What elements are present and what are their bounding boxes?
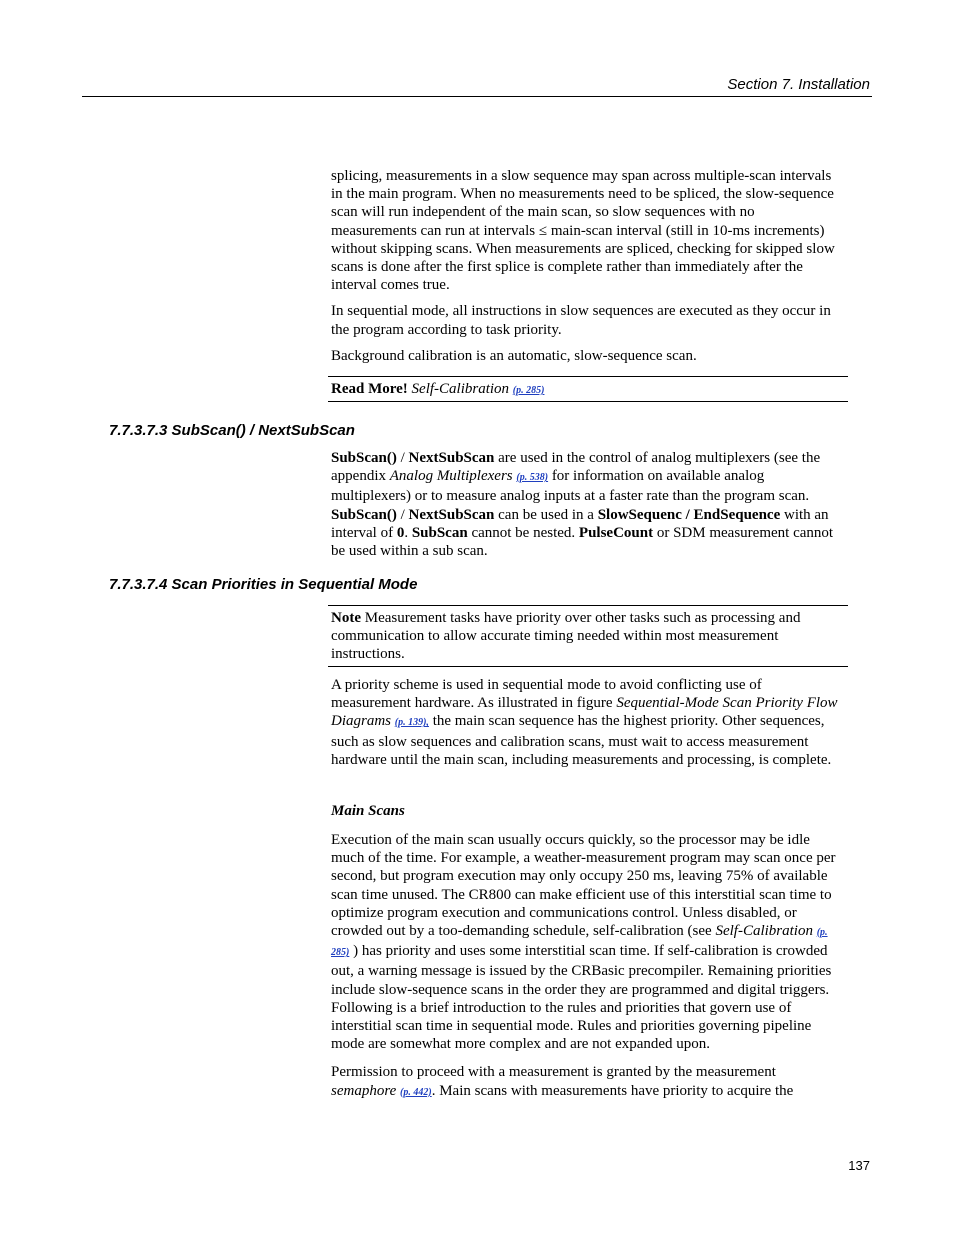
page-ref-285[interactable]: (p. 285): [331, 927, 828, 959]
link-self-calibration[interactable]: Self-Calibration: [715, 923, 813, 940]
read-more-link[interactable]: Self-Calibration: [411, 381, 510, 397]
term-nextsubscan: NextSubScan: [408, 450, 495, 466]
page-ref-538[interactable]: (p. 538): [516, 472, 549, 484]
note-label: Note: [331, 610, 361, 626]
note-top-rule: [328, 605, 848, 606]
page-ref-139[interactable]: (p. 139),: [394, 717, 429, 729]
read-more-page-ref[interactable]: (p. 285): [512, 385, 545, 396]
term-slowsequence: SlowSequenc / EndSequence: [597, 506, 781, 523]
term-subscan-2: SubScan(): [331, 506, 397, 523]
note-text: Measurement tasks have priority over other tasks such as processing and communication to allow accurate timing needed within most measurement instructions.: [331, 610, 801, 663]
read-more-label: Read More!: [331, 381, 408, 397]
note-bottom-rule: [328, 666, 848, 667]
link-analog-multiplexers[interactable]: Analog Multiplexers: [389, 468, 513, 485]
header-rule: [82, 96, 872, 97]
term-zero: 0: [396, 524, 405, 541]
link-semaphore[interactable]: semaphore: [331, 1082, 397, 1099]
term-nextsubscan-2: NextSubScan: [408, 506, 495, 523]
intro-text: [331, 167, 843, 365]
read-more-top-rule: [328, 376, 848, 377]
subscan-paragraph: SubScan() / NextSubScan are used in the control of analog multiplexers (see the appendix Analog Multiplexers (p. 538) for information on available analog multiplexers) or to measure analog inputs at a faster rate than the program scan. SubScan() / NextSubScan can be used in a SlowSequenc / EndSequence with an interval of 0. SubScan cannot be nested. PulseCount or SDM measurement cannot be used within a sub scan.: [331, 450, 834, 560]
read-more-bottom-rule: [328, 401, 848, 402]
priority-scheme-paragraph: A priority scheme is used in sequential mode to avoid conflicting use of measurement hardware. As illustrated in figure Sequential-Mode Scan Priority Flow Diagrams (p. 139), the main scan sequence has the highest priority. Other sequences, such as slow sequences and calibration scans, must wait to access measurement hardware until the main scan, including measurements and processing, is complete.: [331, 677, 838, 768]
page-ref-442[interactable]: (p. 442): [400, 1086, 432, 1098]
term-subscan: SubScan(): [331, 450, 397, 466]
intro-paragraph-1: splicing, measurements in a slow sequence may span across multiple-scan intervals in the main program. When no measurements need to be spliced, the slow-sequence scan will run independent of the main scan, so slow sequences with no measurements can run at intervals ≤ main-scan interval (still in 10-ms increments) without skipping scans. When measurements are spliced, checking for skipped slow scans is done after the first splice is complete rather than immediately after the interval comes true.: [331, 168, 835, 294]
page-number: 137: [848, 1158, 870, 1173]
section-heading-subscan: 7.7.3.7.3 SubScan() / NextSubScan: [109, 422, 355, 439]
intro-paragraph-2: In sequential mode, all instructions in slow sequences are executed as they occur in the program according to task priority.: [331, 303, 831, 338]
term-subscan-3: SubScan: [411, 524, 468, 541]
main-scans-paragraph: Execution of the main scan usually occurs quickly, so the processor may be idle much of the time. For example, a weather-measurement program may scan once per second, but program execution may only occupy 250 ms, leaving 75% of available scan time unused. The CR800 can make efficient use of this interstitial scan time to optimize program execution and communications control. Unless disabled, or crowded out by a too-demanding schedule, self-calibration (see Self-Calibration (p. 285) ) has priority and uses some interstitial scan time. If self-calibration is crowded out, a warning message is issued by the CRBasic precompiler. Remaining priorities include slow-sequence scans in the order they are programmed and digital triggers. Following is a brief introduction to the rules and priorities that govern use of interstitial scan time in sequential mode. Rules and priorities governing pipeline mode are somewhat more complex and are not expanded upon. Permission to proceed with a measurement is granted by the measurement semaphore (p. 442). Main scans with measurements have priority to acquire the: [331, 832, 836, 1099]
read-more-box: [331, 380, 843, 400]
section-heading-scan-priorities: 7.7.3.7.4 Scan Priorities in Sequential Mode: [109, 576, 418, 593]
intro-paragraph-3: Background calibration is an automatic, slow-sequence scan.: [331, 347, 697, 364]
link-flow-diagrams[interactable]: Sequential-Mode Scan Priority Flow Diagrams: [331, 695, 838, 730]
term-pulsecount: PulseCount: [578, 524, 654, 541]
note-box: [331, 609, 843, 664]
subheading-main-scans: Main Scans: [331, 803, 405, 819]
running-header: Section 7. Installation: [727, 76, 870, 93]
